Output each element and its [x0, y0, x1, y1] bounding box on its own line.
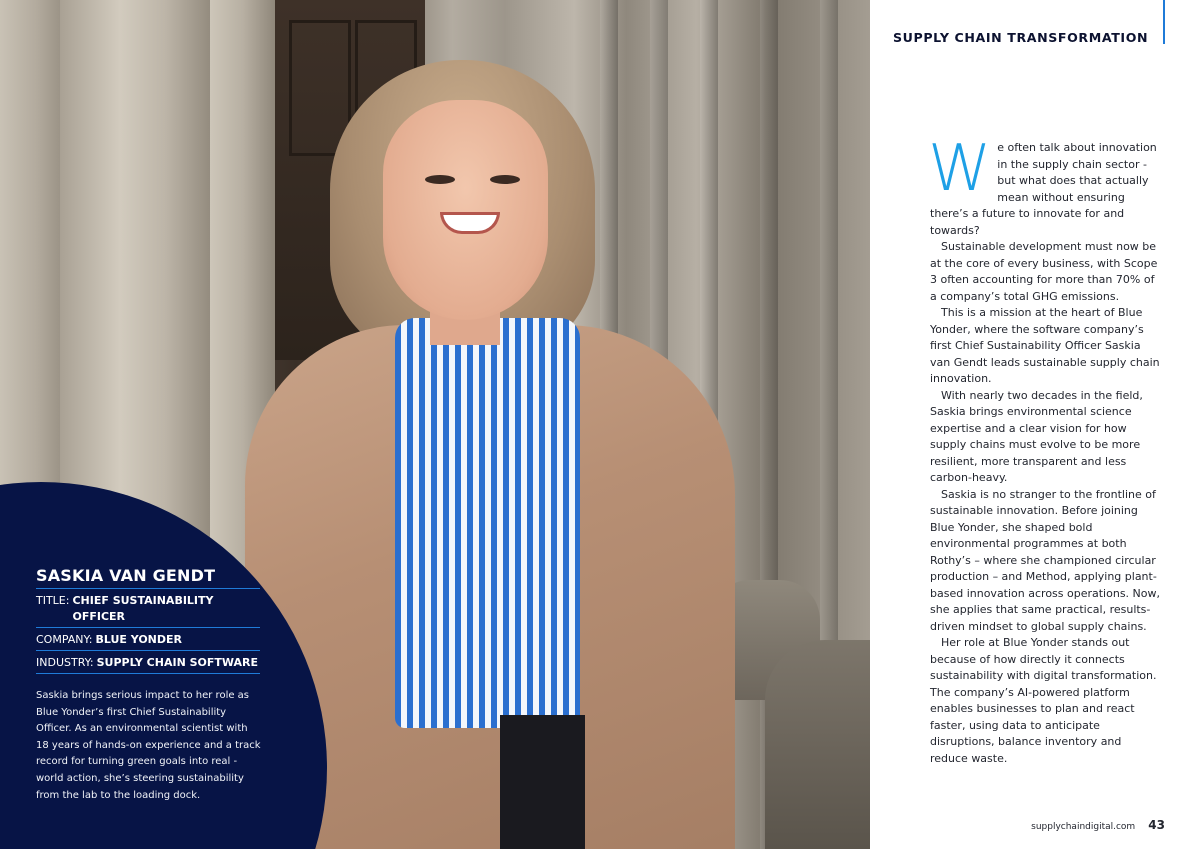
column-base	[765, 640, 870, 849]
page-number: 43	[1148, 818, 1165, 832]
eye	[425, 175, 455, 184]
article-paragraph: Saskia is no stranger to the frontline of sustainable innovation. Before joining Blue Yonder, she shaped bold environmental programmes at both Rothy’s – where she championed circular production – and Method, applying plant-based innovation across operations. Now, she applies that same practical, results-driven mindset to global supply chains.	[930, 487, 1160, 633]
field-label: TITLE:	[36, 594, 70, 607]
profile-card	[36, 566, 260, 804]
profile-bio: Saskia brings serious impact to her role as Blue Yonder’s first Chief Sustainability Officer. As an environmental scientist with 18 years of hands-on experience and a track record for turning green goals into real -world action, she’s steering sustainability from the lab to the loading dock.	[36, 690, 261, 801]
profile-company-row	[36, 628, 260, 651]
face	[383, 100, 548, 320]
profile-title-row	[36, 589, 260, 628]
accent-rule	[1163, 0, 1165, 44]
paragraph-text: e often talk about innovation in the supply chain sector - but what does that actually mean without ensuring there’s a future to innovate for and towards?	[930, 141, 1157, 237]
section-kicker: SUPPLY CHAIN TRANSFORMATION	[893, 30, 1149, 45]
field-label: COMPANY:	[36, 633, 93, 646]
drop-cap: W	[928, 132, 992, 206]
article-paragraph: Her role at Blue Yonder stands out because of how directly it connects sustainability with digital transformation. The company’s AI-powered platform enables businesses to plan and react faster, using data to anticipate disruptions, balance inventory and reduce waste.	[930, 636, 1157, 765]
striped-shirt	[395, 318, 580, 728]
field-label: INDUSTRY:	[36, 656, 94, 669]
article-paragraph	[928, 132, 1162, 239]
profile-industry-row	[36, 651, 260, 674]
field-value: BLUE YONDER	[95, 633, 183, 646]
black-skirt	[500, 715, 585, 849]
profile-name: SASKIA VAN GENDT	[36, 566, 260, 589]
footer-site: supplychaindigital.com	[1031, 822, 1136, 832]
article-paragraph: With nearly two decades in the field, Saskia brings environmental science expertise and a clear vision for how supply chains must evolve to be more resilient, more transparent and less carbon-heavy.	[930, 388, 1143, 484]
field-value: CHIEF SUSTAINABILITY OFFICER	[72, 594, 214, 623]
eye	[490, 175, 520, 184]
article-paragraph: This is a mission at the heart of Blue Yonder, where the software company’s first Chief Sustainability Officer Saskia van Gendt leads sustainable supply chain innovation.	[930, 306, 1160, 385]
field-value: SUPPLY CHAIN SOFTWARE	[96, 656, 259, 669]
article-body	[928, 132, 1162, 767]
page-footer	[1031, 814, 1165, 833]
article-paragraph: Sustainable development must now be at the core of every business, with Scope 3 often accounting for more than 70% of a company’s total GHG emissions.	[930, 240, 1158, 303]
